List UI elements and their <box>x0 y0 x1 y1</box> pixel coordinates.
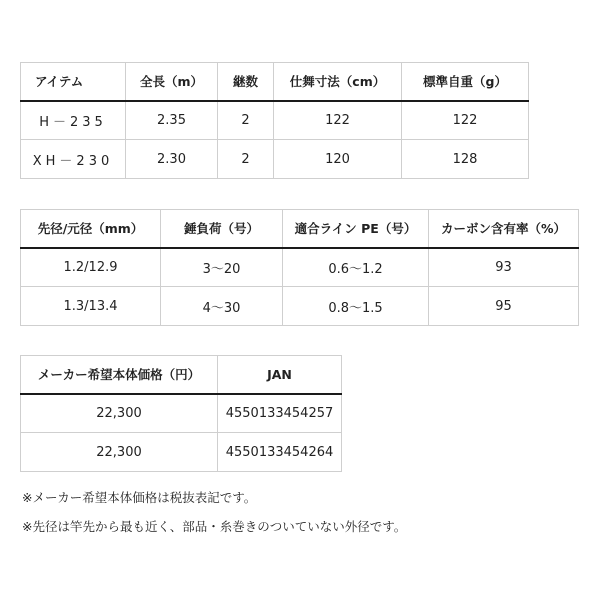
table-header-row <box>21 210 579 248</box>
header-lure-weight: 錘負荷（号） <box>161 210 283 248</box>
cell-item: H－235 <box>21 101 126 140</box>
cell-length: 2.35 <box>126 101 218 140</box>
header-sections: 継数 <box>218 63 274 101</box>
footnote-price: ※メーカー希望本体価格は税抜表記です。 <box>22 490 257 505</box>
header-carbon-content: カーボン含有率（%） <box>429 210 579 248</box>
price-table <box>20 355 342 472</box>
cell-jan: 4550133454264 <box>218 433 342 472</box>
cell-jan: 4550133454257 <box>218 394 342 433</box>
header-length: 全長（m） <box>126 63 218 101</box>
table-row <box>21 248 579 287</box>
table-row <box>21 287 579 326</box>
spec-table-1 <box>20 62 529 179</box>
footnote-tip-diameter: ※先径は竿先から最も近く、部品・糸巻きのついていない外径です。 <box>22 519 407 534</box>
cell-item: XH－230 <box>21 140 126 179</box>
cell-tip-butt-diameter: 1.3/13.4 <box>21 287 161 326</box>
table-row <box>21 394 342 433</box>
header-closed-length: 仕舞寸法（cm） <box>274 63 402 101</box>
cell-tip-butt-diameter: 1.2/12.9 <box>21 248 161 287</box>
cell-closed-length: 122 <box>274 101 402 140</box>
table-header-row <box>21 356 342 394</box>
cell-price: 22,300 <box>21 433 218 472</box>
cell-sections: 2 <box>218 101 274 140</box>
cell-length: 2.30 <box>126 140 218 179</box>
footnotes <box>22 490 406 548</box>
spec-table-2 <box>20 209 579 326</box>
header-weight: 標準自重（g） <box>402 63 529 101</box>
table-row <box>21 433 342 472</box>
cell-closed-length: 120 <box>274 140 402 179</box>
cell-sections: 2 <box>218 140 274 179</box>
cell-carbon-content: 93 <box>429 248 579 287</box>
cell-carbon-content: 95 <box>429 287 579 326</box>
header-tip-butt-diameter: 先径/元径（mm） <box>21 210 161 248</box>
header-line-pe: 適合ライン PE（号） <box>283 210 429 248</box>
table-row <box>21 140 529 179</box>
table-row <box>21 101 529 140</box>
cell-lure-weight: 4～30 <box>161 287 283 326</box>
cell-weight: 122 <box>402 101 529 140</box>
header-price: メーカー希望本体価格（円） <box>21 356 218 394</box>
header-jan: JAN <box>218 356 342 394</box>
cell-line-pe: 0.6～1.2 <box>283 248 429 287</box>
cell-line-pe: 0.8～1.5 <box>283 287 429 326</box>
cell-price: 22,300 <box>21 394 218 433</box>
header-item: アイテム <box>21 63 126 101</box>
table-header-row <box>21 63 529 101</box>
cell-weight: 128 <box>402 140 529 179</box>
cell-lure-weight: 3～20 <box>161 248 283 287</box>
